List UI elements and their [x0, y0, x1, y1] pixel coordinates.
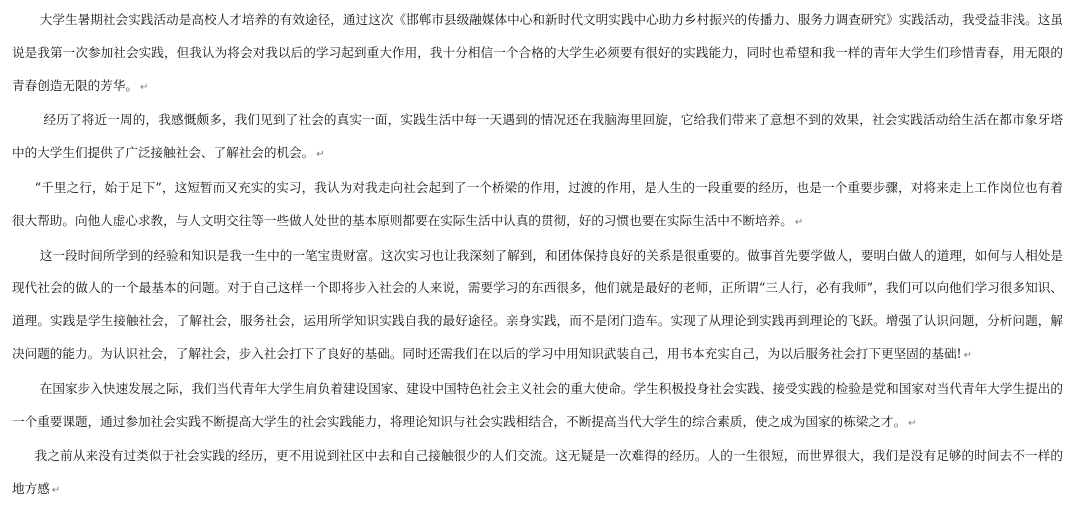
paragraph-text: 在国家步入快速发展之际，我们当代青年大学生肩负着建设国家、建设中国特色社会主义社会的重大使命。学生积极投身社会实践、接受实践的检验是党和国家对当代青年大学生提出的一个重要课题，通过参加社会实践不断提高大学生的社会实践能力，将理论知识与社会实践相结合，不断提高当代大学生的综合素质，使之成为国家的栋梁之才。: [12, 380, 1063, 429]
paragraph-mark-icon: ↵: [316, 149, 325, 161]
paragraph-mark-icon: ↵: [963, 349, 972, 361]
paragraph-1: [12, 4, 1063, 104]
paragraph-text: 大学生暑期社会实践活动是高校人才培养的有效途径，通过这次《邯郸市县级融媒体中心和新时代文明实践中心助力乡村振兴的传播力、服务力调查研究》实践活动，我受益非浅。这虽说是我第一次参加社会实践，但我认为将会对我以后的学习起到重大作用，我十分相信一个合格的大学生必须要有很好的实践能力，同时也希望和我一样的青年大学生们珍惜青春，用无限的青春创造无限的芳华。: [12, 12, 1063, 93]
paragraph-text: 经历了将近一周的，我感慨颇多，我们见到了社会的真实一面，实践生活中每一天遇到的情况还在我脑海里回旋，它给我们带来了意想不到的效果，社会实践活动给生活在都市象牙塔中的大学生们提供了广泛接触社会、了解社会的机会。: [12, 112, 1063, 161]
paragraph-mark-icon: ↵: [51, 485, 61, 497]
paragraph-mark-icon: ↵: [794, 216, 804, 228]
paragraph-3: [12, 172, 1063, 240]
paragraph-2: [12, 104, 1063, 172]
document-body: [12, 4, 1063, 508]
paragraph-mark-icon: ↵: [139, 81, 149, 93]
paragraph-4: [12, 240, 1063, 373]
paragraph-text: 这一段时间所学到的经验和知识是我一生中的一笔宝贵财富。这次实习也让我深刻了解到，和团体保持良好的关系是很重要的。做事首先要学做人，要明白做人的道理，如何与人相处是现代社会的做人的一个最基本的问题。对于自己这样一个即将步入社会的人来说，需要学习的东西很多，他们就是最好的老师，正所谓“三人行，必有我师”，我们可以向他们学习很多知识、道理。实践是学生接触社会，了解社会，服务社会，运用所学知识实践自我的最好途径。亲身实践，而不是闭门造车。实现了从理论到实践再到理论的飞跃。增强了认识问题，分析问题，解决问题的能力。为认识社会，了解社会，步入社会打下了良好的基础。同时还需我们在以后的学习中用知识武装自己，用书本充实自己，为以后服务社会打下更坚固的基础!: [12, 247, 1063, 361]
paragraph-6: [12, 440, 1063, 508]
paragraph-text: “千里之行，始于足下”，这短暂而又充实的实习，我认为对我走向社会起到了一个桥梁的作用，过渡的作用，是人生的一段重要的经历，也是一个重要步骤，对将来走上工作岗位也有着很大帮助。向他人虚心求教，与人文明交往等一些做人处世的基本原则都要在实际生活中认真的贯彻，好的习惯也要在实际生活中不断培养。: [12, 179, 1063, 228]
paragraph-mark-icon: ↵: [908, 417, 917, 429]
paragraph-5: [12, 373, 1063, 441]
paragraph-text: 我之前从来没有过类似于社会实践的经历，更不用说到社区中去和自己接触很少的人们交流。这无疑是一次难得的经历。人的一生很短，而世界很大，我们是没有足够的时间去不一样的地方感: [12, 448, 1063, 497]
